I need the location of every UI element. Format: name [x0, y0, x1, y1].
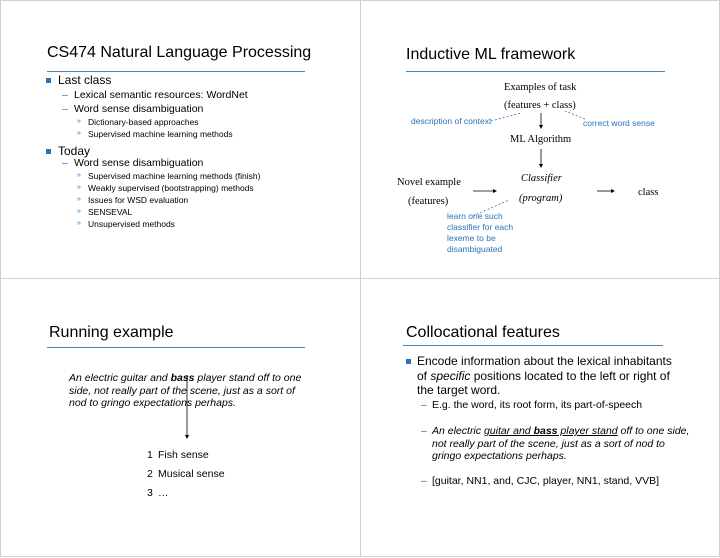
- example-line-1: [432, 425, 689, 437]
- examples-features-label: (features + class): [504, 100, 576, 111]
- slide-1: [0, 0, 361, 279]
- class-label: class: [638, 187, 659, 198]
- subbullet-mark: »: [77, 184, 81, 191]
- sentence-post: player stand off to one: [194, 372, 302, 384]
- subbullet-mark: »: [77, 208, 81, 215]
- description-of-context-callout: description of context: [411, 116, 492, 126]
- outline-item: SENSEVAL: [88, 207, 133, 217]
- outline-item: Supervised machine learning methods (finish): [88, 171, 261, 181]
- ml-algorithm-label: ML Algorithm: [510, 134, 572, 145]
- note-line: learn one such: [447, 211, 503, 221]
- slide-2-title: Inductive ML framework: [406, 46, 576, 63]
- example-post: off to one side,: [617, 425, 690, 437]
- bullet-square: [46, 149, 51, 154]
- example-underline-left: [484, 425, 618, 437]
- outline-item: Lexical semantic resources: WordNet: [74, 89, 248, 101]
- slide-3: [0, 278, 361, 557]
- slide-3-title: Running example: [49, 324, 174, 341]
- examples-label: Examples of task: [504, 82, 577, 93]
- subbullet-mark: »: [77, 130, 81, 137]
- example-sentence-line-3: nod to gringo expectations perhaps.: [69, 397, 236, 409]
- outline-item: Word sense disambiguation: [74, 103, 204, 115]
- sense-label-ellipsis: …: [158, 487, 169, 499]
- bullet-line-2-emphasis: specific: [430, 369, 471, 383]
- classifier-program-label: (program): [519, 193, 563, 204]
- outline-item-today: Today: [58, 144, 91, 158]
- callout-line-sense: [565, 111, 585, 119]
- bullet-line-2-pre: of: [417, 369, 431, 383]
- subbullet-mark: »: [77, 196, 81, 203]
- dash-bullet: –: [62, 157, 68, 169]
- dash-bullet: –: [421, 399, 427, 411]
- sentence-pre: An electric guitar and: [69, 372, 171, 384]
- dash-bullet: –: [421, 475, 427, 487]
- slide-4: [360, 278, 720, 557]
- bullet-line-2-post: positions located to the left or right of: [470, 369, 670, 383]
- arrowhead: [611, 189, 615, 193]
- note-line: lexeme to be: [447, 233, 496, 243]
- example-line-2: not really part of the scene, just as a sort of nod to: [432, 438, 665, 450]
- subbullet-mark: »: [77, 118, 81, 125]
- example-line-3: gringo expectations perhaps.: [432, 450, 567, 462]
- bullet-square: [46, 78, 51, 83]
- slide-2: [360, 0, 720, 279]
- outline-item-last-class: Last class: [58, 73, 112, 87]
- slide-4-title: Collocational features: [406, 324, 560, 341]
- example-guitar-and: guitar and: [483, 425, 534, 437]
- arrowhead: [493, 189, 497, 193]
- note-line: classifier for each: [447, 222, 514, 232]
- sense-number: 1: [147, 449, 153, 461]
- arrowhead: [539, 164, 543, 168]
- sense-arrow: [1, 279, 362, 558]
- sense-label-fish: Fish sense: [158, 449, 209, 461]
- slide-1-title: CS474 Natural Language Processing: [47, 44, 312, 61]
- novel-example-label: Novel example: [397, 177, 461, 188]
- bullet-line-2: [417, 369, 670, 383]
- feature-vector: [guitar, NN1, and, CJC, player, NN1, stand, VVB]: [432, 475, 660, 487]
- classifier-label: Classifier: [521, 173, 562, 184]
- dash-bullet: –: [62, 103, 68, 115]
- slide-4-title-rule: [403, 345, 663, 346]
- novel-features-label: (features): [408, 196, 449, 207]
- sense-label-musical: Musical sense: [158, 468, 225, 480]
- bullet-line-1: Encode information about the lexical inhabitants: [417, 354, 672, 368]
- example-player-stand: player stand: [557, 425, 618, 437]
- subbullet-mark: »: [77, 172, 81, 179]
- outline-item: Word sense disambiguation: [74, 157, 204, 169]
- bullet-square: [406, 359, 411, 364]
- target-word-bass: bass: [170, 372, 195, 384]
- correct-word-sense-callout: correct word sense: [583, 118, 655, 128]
- outline-item: Weakly supervised (bootstrapping) methods: [88, 183, 254, 193]
- arrowhead: [539, 125, 543, 129]
- outline-item: Supervised machine learning methods: [88, 129, 233, 139]
- sense-number: 3: [147, 487, 153, 499]
- dash-bullet: –: [421, 425, 427, 437]
- subbullet-mark: »: [77, 220, 81, 227]
- outline-item: Unsupervised methods: [88, 219, 175, 229]
- example-sentence-line-2: side, not really part of the scene, just as a sort of: [69, 385, 295, 397]
- target-word-bass: bass: [533, 425, 558, 437]
- callout-line-context: [491, 113, 521, 121]
- note-line: disambiguated: [447, 244, 503, 254]
- dash-bullet: –: [62, 89, 68, 101]
- example-pre: An electric: [432, 425, 484, 437]
- outline-item: Dictionary-based approaches: [88, 117, 199, 127]
- outline-item: Issues for WSD evaluation: [88, 195, 189, 205]
- sense-number: 2: [147, 468, 153, 480]
- sub-bullet-examples: E.g. the word, its root form, its part-of-speech: [432, 399, 643, 411]
- bullet-line-3: the target word.: [417, 383, 501, 397]
- slide-1-title-rule: [47, 71, 305, 72]
